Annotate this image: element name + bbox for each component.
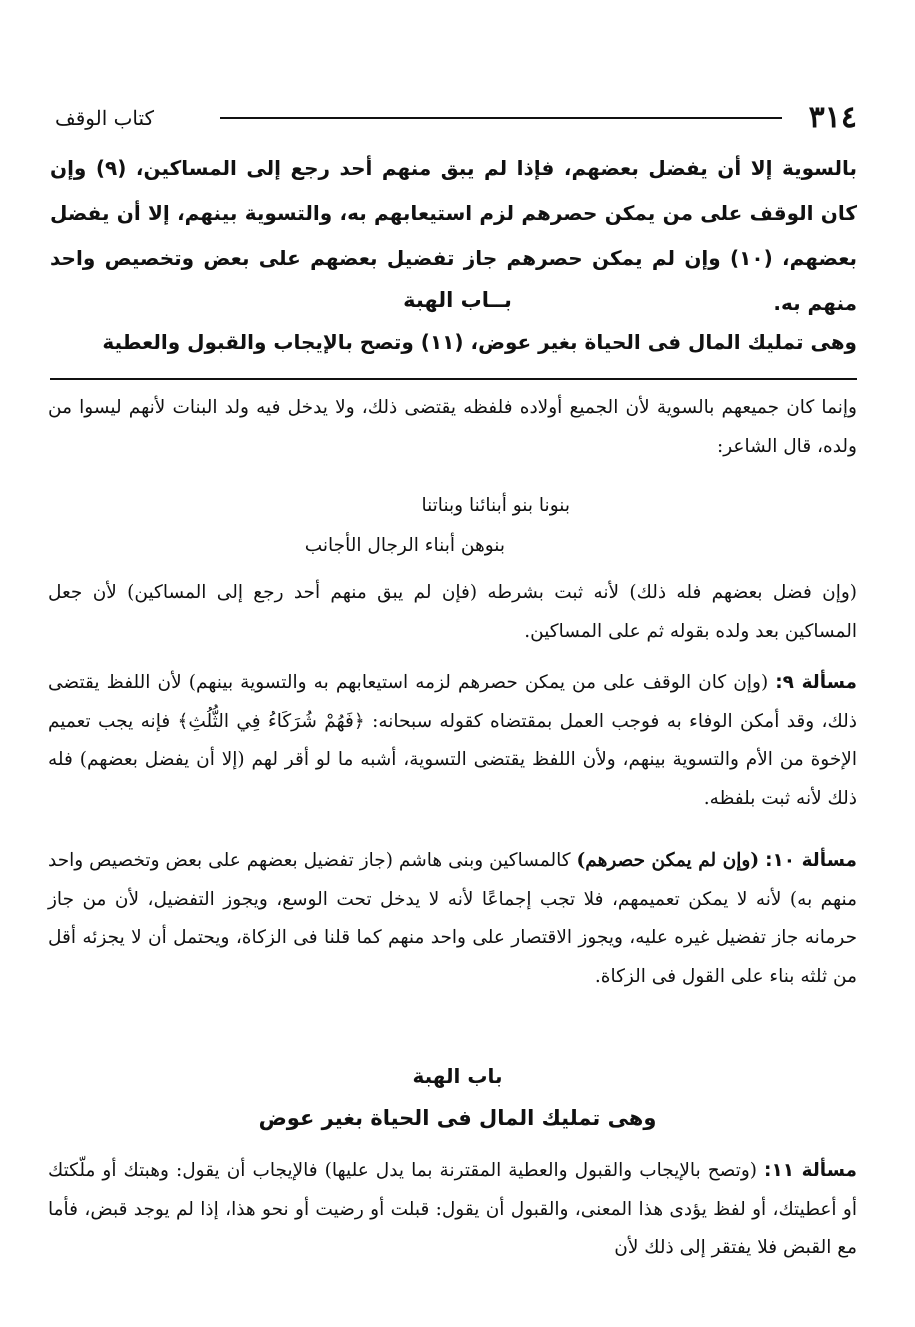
section-subheading: وهى تمليك المال فى الحياة بغير عوض	[258, 1106, 657, 1130]
chapter-heading: بــاب الهبة	[403, 288, 512, 312]
running-header	[55, 98, 857, 138]
masala-10-label: مسألة ١٠:	[765, 850, 857, 871]
masala-9-text-2: فإنه يجب تعميم الإخوة من الأم والتسوية بينهم، ولأن اللفظ يقتضى التسوية، أشبه ما لو أقر لهم (إلا أن يفضل بعضهم) فله ذلك لأنه ثبت بلفظه.	[48, 710, 857, 809]
masala-9	[48, 664, 857, 818]
masala-9-label: مسألة ٩:	[775, 672, 857, 693]
sharh-text-1: وإنما كان جميعهم بالسوية لأن الجميع أولاده فلفظه يقتضى ذلك، ولا يدخل فيه ولد البنات لأنهم ليسوا من ولده، قال الشاعر:	[48, 397, 857, 457]
matn-text-1: بالسوية إلا أن يفضل بعضهم، فإذا لم يبق منهم أحد رجع إلى المساكين، (٩) وإن كان الوقف على من يمكن حصرهم لزم استيعابهم به، والتسوية بينهم، إلا أن يفضل بعضهم، (١٠) وإن لم يمكن حصرهم جاز تفضيل بعضهم على بعض وتخصيص واحد منهم به.	[50, 156, 858, 315]
sharh-text-2: (وإن فضل بعضهم فله ذلك) لأنه ثبت بشرطه (فإن لم يبق منهم أحد رجع إلى المساكين) لأن جعل المساكين بعد ولده بقوله ثم على المساكين.	[48, 582, 857, 642]
footnote-divider	[50, 378, 857, 380]
page-number: ٣١٤	[808, 100, 857, 135]
quran-verse: ﴿فَهُمْ شُرَكَاءُ فِي الثُّلُثِ﴾	[177, 710, 365, 732]
sharh-paragraph-2	[48, 574, 857, 651]
poem-line-2: بنوهن أبناء الرجال الأجانب	[304, 535, 505, 556]
masala-11	[48, 1152, 857, 1268]
section-heading: باب الهبة	[412, 1064, 503, 1088]
masala-11-text: (وتصح بالإيجاب والقبول والعطية المقترنة بما يدل عليها) فالإيجاب أن يقول: وهبتك أو ملّكتك أو أعطيتك، أو لفظ يؤدى هذا المعنى، والقبول أن يقول: قبلت أو رضيت أو نحو هذا، إذا لم يوجد قبض، فأما مع القبض فلا يفتقر إلى ذلك لأن	[48, 1160, 857, 1259]
book-title: كتاب الوقف	[55, 106, 155, 130]
matn-text-2: وهى تمليك المال فى الحياة بغير عوض، (١١) وتصح بالإيجاب والقبول والعطية	[102, 330, 857, 354]
header-rule	[220, 117, 782, 119]
masala-9-text: (وإن كان الوقف على من يمكن حصرهم لزمه استيعابهم به والتسوية بينهم) لأن اللفظ يقتضى ذلك، وقد أمكن الوفاء به فوجب العمل بمقتضاه كقوله سبحانه:	[48, 672, 857, 732]
masala-10-text: كالمساكين وبنى هاشم (جاز تفضيل بعضهم على بعض وتخصيص واحد منهم به) لأنه لا يمكن تعميمهم، فلا تجب إجماعًا لأنه لا يدخل تحت الوسع، ويجوز التفضيل، لأن من جاز حرمانه جاز تفضيل غيره عليه، ويجوز الاقتصار على واحد منهم كما قلنا فى الزكاة، ويحتمل أن لا يجزئه أقل من ثلثه بناء على القول فى الزكاة.	[48, 850, 857, 987]
sharh-paragraph-1	[48, 389, 857, 466]
masala-10	[48, 842, 857, 996]
poem-line-1: بنونا بنو أبنائنا وبناتنا	[421, 495, 570, 516]
masala-11-label: مسألة ١١:	[764, 1160, 857, 1181]
masala-10-quote: (وإن لم يمكن حصرهم)	[576, 850, 760, 871]
matn-paragraph-2	[50, 320, 857, 365]
